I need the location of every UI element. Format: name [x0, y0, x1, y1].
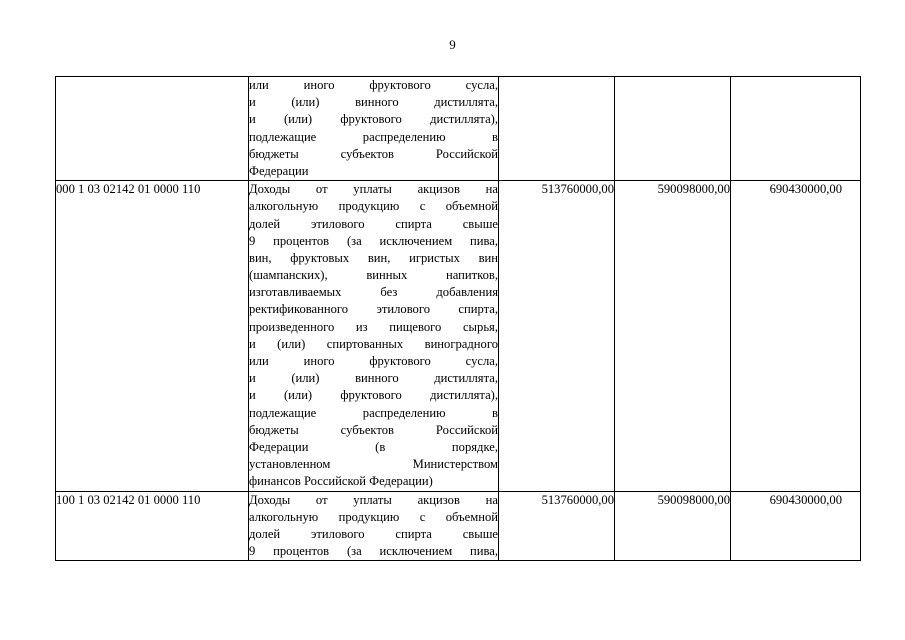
name-cell	[249, 77, 499, 181]
table-row	[56, 181, 861, 491]
name-line: и (или) фруктового дистиллята),	[249, 112, 498, 127]
name-line: и (или) спиртованных виноградного	[249, 336, 498, 351]
name-line: 9 процентов (за исключением пива,	[249, 233, 498, 248]
name-line: алкогольную продукцию с объемной	[249, 509, 498, 524]
value-cell-year-1: 513760000,00	[499, 491, 615, 561]
code-cell: 000 1 03 02142 01 0000 110	[56, 181, 249, 491]
value-cell-year-2: 590098000,00	[615, 491, 731, 561]
page-number: 9	[449, 37, 456, 52]
value-cell-year-1: 513760000,00	[499, 181, 615, 491]
name-line: ректификованного этилового спирта,	[249, 302, 498, 317]
name-cell	[249, 181, 499, 491]
code-cell: 100 1 03 02142 01 0000 110	[56, 491, 249, 561]
name-cell	[249, 491, 499, 561]
code-cell	[56, 77, 249, 181]
value-cell-year-2: 590098000,00	[615, 181, 731, 491]
name-line: изготавливаемых без добавления	[249, 285, 498, 300]
name-line: 9 процентов (за исключением пива,	[249, 544, 498, 559]
value-cell-year-2	[615, 77, 731, 181]
name-line: вин, фруктовых вин, игристых вин	[249, 250, 498, 265]
table-body	[56, 77, 861, 561]
value-cell-year-3: 690430000,00	[731, 181, 861, 491]
name-line: подлежащие распределению в	[249, 129, 498, 144]
value-cell-year-3	[731, 77, 861, 181]
name-line: или иного фруктового сусла,	[249, 354, 498, 368]
name-line: долей этилового спирта свыше	[249, 216, 498, 231]
value-cell-year-3: 690430000,00	[731, 491, 861, 561]
budget-revenue-table	[55, 76, 861, 561]
name-line: финансов Российской Федерации)	[249, 474, 433, 489]
name-line: Доходы от уплаты акцизов на	[249, 492, 498, 507]
name-line: и (или) винного дистиллята,	[249, 95, 498, 110]
name-line: бюджеты субъектов Российской	[249, 146, 498, 161]
name-line: бюджеты субъектов Российской	[249, 422, 498, 437]
name-line: (шампанских), винных напитков,	[249, 268, 498, 283]
value-cell-year-1	[499, 77, 615, 181]
name-line: Федерации	[249, 163, 309, 178]
table-row	[56, 77, 861, 181]
name-line: подлежащие распределению в	[249, 405, 498, 420]
name-line: Доходы от уплаты акцизов на	[249, 182, 498, 197]
name-line: и (или) фруктового дистиллята),	[249, 388, 498, 403]
name-line: или иного фруктового сусла,	[249, 78, 498, 92]
name-line: произведенного из пищевого сырья,	[249, 319, 498, 334]
name-line: и (или) винного дистиллята,	[249, 371, 498, 386]
name-line: алкогольную продукцию с объемной	[249, 199, 498, 214]
name-line: долей этилового спирта свыше	[249, 526, 498, 541]
table-row	[56, 491, 861, 561]
name-line: установленном Министерством	[249, 457, 498, 472]
name-line: Федерации (в порядке,	[249, 439, 498, 454]
